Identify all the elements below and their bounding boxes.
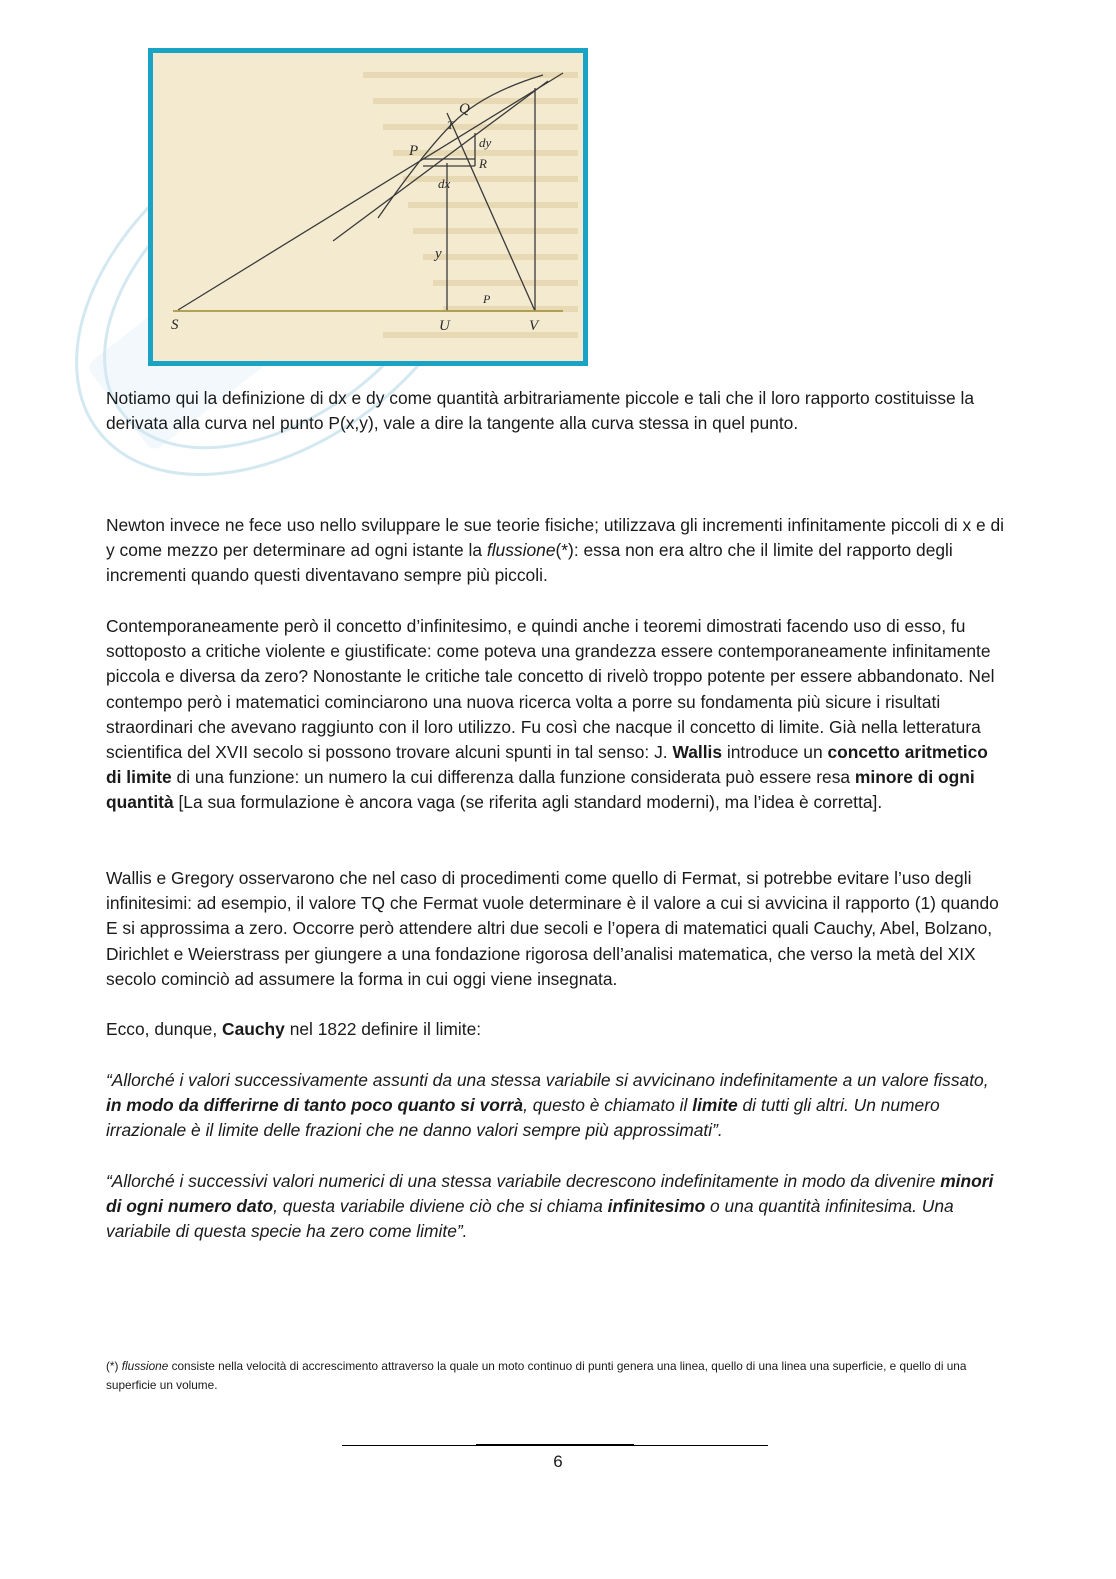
fluxion-diagram (153, 53, 583, 361)
label-t: T (447, 118, 454, 132)
label-dy: dy (479, 135, 492, 150)
q2-infinitesimo: infinitesimo (607, 1196, 706, 1217)
footnote (106, 1357, 986, 1395)
p3-minore: minore di ogni quantità (106, 767, 975, 813)
p5-part-c: nel 1822 definire il limite: (284, 1019, 482, 1039)
p2-part-a: Newton invece ne fece uso nello sviluppare le sue teorie fisiche; utilizzava gli incrementi infinitamente piccoli di x e di y come mezzo per determinare ad ogni istante la (106, 515, 1005, 561)
paragraph-3-text (106, 614, 1006, 816)
label-q: Q (459, 101, 470, 117)
p3-wallis: Wallis (672, 742, 723, 763)
footnote-text: consiste nella velocità di accrescimento attraverso la quale un moto continuo di punti genera una linea, quello di una linea una superficie, e quello di una superficie un volume. (106, 1359, 967, 1392)
footnote-term: flussione (121, 1359, 169, 1373)
p2-flussione: flussione (486, 540, 556, 561)
paragraph-4-text: Wallis e Gregory osservarono che nel caso di procedimenti come quello di Fermat, si potrebbe evitare l’uso degli infinitesimi: ad esempio, il valore TQ che Fermat vuole determinare è il valore a cui si avvicina il rapporto (1) quando E si approssima a zero. Occorre però attendere altri due secoli e l’opera di matematici quali Cauchy, Abel, Bolzano, Dirichlet e Weierstrass per giungere a una fondazione rigorosa dell’analisi matematica, che verso la metà del XIX secolo cominciò ad assumere la forma in cui oggi viene insegnata. (106, 868, 999, 989)
q2-bold-1: minori di ogni numero dato (106, 1171, 994, 1217)
paragraph-newton (106, 513, 1006, 589)
q1-part-a: “Allorché i valori successivamente assunti da una stessa variabile si avvicinano indefinitamente a un valore fissato, (106, 1070, 989, 1090)
p3-part-c: di una funzione: un numero la cui differenza dalla funzione considerata può essere resa (171, 767, 855, 788)
q1-bold-1: in modo da differirne di tanto poco quanto si vorrà (106, 1095, 524, 1116)
quote-infinitesimo (106, 1169, 1006, 1245)
label-y: y (435, 246, 442, 262)
label-dx: dx (438, 176, 451, 191)
quote-1-text (106, 1068, 1006, 1144)
newton-diagram-figure (148, 48, 588, 366)
p3-concetto-aritmetico: concetto aritmetico di limite (106, 742, 988, 788)
quote-2-text (106, 1169, 1006, 1245)
p5-part-a: Ecco, dunque, (106, 1019, 223, 1039)
label-u: U (439, 318, 450, 334)
footer-rule-accent (476, 1444, 634, 1446)
q2-part-a: “Allorché i successivi valori numerici di una stessa variabile decrescono indefinitamente in modo da divenire (106, 1171, 941, 1191)
paragraph-2-text (106, 513, 1006, 589)
paragraph-cauchy-intro (106, 1017, 1006, 1042)
p3-part-b: introduce un (722, 742, 828, 763)
quote-limite (106, 1068, 1006, 1144)
label-p: P (409, 143, 419, 159)
page-number: 6 (553, 1452, 563, 1471)
paragraph-wallis-gregory (106, 866, 1006, 992)
p5-cauchy: Cauchy (222, 1019, 285, 1039)
label-s: S (171, 317, 179, 333)
paragraph-1-text: Notiamo qui la definizione di dx e dy come quantità arbitrariamente piccole e tali che il loro rapporto costituisse la derivata alla curva nel punto P(x,y), vale a dire la tangente alla curva stessa in quel punto. (106, 388, 975, 434)
paragraph-dx-dy (106, 386, 1006, 436)
paragraph-infinitesimo (106, 614, 1006, 816)
p2-part-b: (*): essa non era altro che il limite del rapporto degli incrementi quando questi diventavano sempre più piccoli. (106, 540, 953, 586)
footnote-marker: (*) (106, 1359, 122, 1373)
paragraph-5-text (106, 1017, 1006, 1042)
q1-part-e: di tutti gli altri. Un numero irrazionale è il limite delle frazioni che ne danno valori sempre più approssimati”. (106, 1095, 940, 1141)
q2-part-e: o una quantità infinitesima. Una variabile di questa specie ha zero come limite”. (106, 1196, 954, 1242)
q1-part-c: , questo è chiamato il (523, 1095, 693, 1116)
label-p-lower: P (483, 292, 491, 306)
q2-part-c: , questa variabile diviene ciò che si chiama (273, 1196, 608, 1217)
p3-part-d: [La sua formulazione è ancora vaga (se riferita agli standard moderni), ma l’idea è corretta]. (173, 792, 883, 813)
label-r: R (479, 156, 487, 171)
label-v: V (529, 318, 539, 334)
q1-limite: limite (692, 1095, 738, 1116)
p3-part-a: Contemporaneamente però il concetto d’infinitesimo, e quindi anche i teoremi dimostrati facendo uso di esso, fu sottoposto a critiche violente e giustificate: come poteva una grandezza essere contemporaneamente infinitamente piccola e diversa da zero? Nonostante le critiche tale concetto di rivelò troppo potente per essere abbandonato. Nel contempo però i matematici cominciarono una nuova ricerca volta a porre su fondamenta più sicure i risultati straordinari che avevano raggiunto con il loro utilizzo. Fu così che nacque il concetto di limite. Già nella letteratura scientifica del XVII secolo si possono trovare alcuni spunti in tal senso: J. (106, 616, 995, 763)
